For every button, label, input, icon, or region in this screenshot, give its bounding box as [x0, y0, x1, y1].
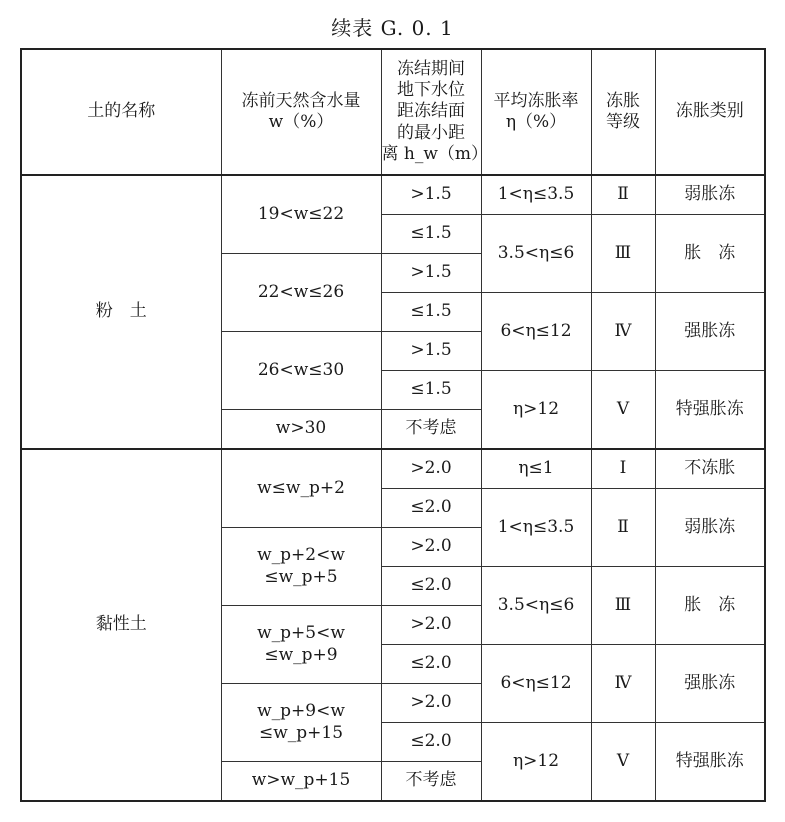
distance-cell: >2.0: [381, 449, 481, 489]
ratio-cell: 6<η≤12: [481, 293, 591, 371]
category-cell: 强胀冻: [655, 645, 765, 723]
header-frost-category: 冻胀类别: [655, 49, 765, 175]
grade-cell: Ⅴ: [591, 371, 655, 450]
table-row: [21, 175, 765, 215]
ratio-cell: 1<η≤3.5: [481, 489, 591, 567]
distance-cell: ≤2.0: [381, 723, 481, 762]
table-row: [21, 449, 765, 489]
water-content-cell: w≤w_p+2: [221, 449, 381, 528]
water-content-cell: 26<w≤30: [221, 332, 381, 410]
water-content-cell: w>30: [221, 410, 381, 450]
water-content-cell: w_p+2<w ≤w_p+5: [221, 528, 381, 606]
grade-cell: Ⅰ: [591, 449, 655, 489]
grade-cell: Ⅲ: [591, 567, 655, 645]
category-cell: 胀 冻: [655, 567, 765, 645]
distance-cell: >1.5: [381, 175, 481, 215]
frost-heave-classification-table: [20, 48, 766, 802]
header-frost-grade: 冻胀 等级: [591, 49, 655, 175]
grade-cell: Ⅳ: [591, 293, 655, 371]
distance-cell: >1.5: [381, 332, 481, 371]
ratio-cell: 6<η≤12: [481, 645, 591, 723]
water-content-cell: w_p+9<w ≤w_p+15: [221, 684, 381, 762]
category-cell: 特强胀冻: [655, 723, 765, 802]
ratio-cell: η>12: [481, 371, 591, 450]
header-row: [21, 49, 765, 175]
category-cell: 强胀冻: [655, 293, 765, 371]
category-cell: 弱胀冻: [655, 175, 765, 215]
category-cell: 胀 冻: [655, 215, 765, 293]
water-content-cell: w_p+5<w ≤w_p+9: [221, 606, 381, 684]
distance-cell: 不考虑: [381, 410, 481, 450]
soil-name-cell: 粉 土: [21, 175, 221, 449]
ratio-cell: 1<η≤3.5: [481, 175, 591, 215]
header-groundwater-distance: 冻结期间 地下水位 距冻结面 的最小距 离 h_w（m）: [381, 49, 481, 175]
distance-cell: >2.0: [381, 684, 481, 723]
ratio-cell: η≤1: [481, 449, 591, 489]
grade-cell: Ⅲ: [591, 215, 655, 293]
ratio-cell: 3.5<η≤6: [481, 567, 591, 645]
distance-cell: >2.0: [381, 528, 481, 567]
header-water-content: 冻前天然含水量 w（%）: [221, 49, 381, 175]
water-content-cell: 22<w≤26: [221, 254, 381, 332]
table-caption: 续表 G. 0. 1: [331, 16, 454, 40]
category-cell: 不冻胀: [655, 449, 765, 489]
water-content-cell: 19<w≤22: [221, 175, 381, 254]
grade-cell: Ⅴ: [591, 723, 655, 802]
soil-name-cell: 黏性土: [21, 449, 221, 801]
distance-cell: ≤2.0: [381, 489, 481, 528]
water-content-cell: w>w_p+15: [221, 762, 381, 802]
category-cell: 特强胀冻: [655, 371, 765, 450]
distance-cell: ≤1.5: [381, 215, 481, 254]
distance-cell: ≤1.5: [381, 293, 481, 332]
distance-cell: ≤1.5: [381, 371, 481, 410]
distance-cell: ≤2.0: [381, 645, 481, 684]
header-frost-heave-ratio: 平均冻胀率 η（%）: [481, 49, 591, 175]
grade-cell: Ⅳ: [591, 645, 655, 723]
ratio-cell: η>12: [481, 723, 591, 802]
ratio-cell: 3.5<η≤6: [481, 215, 591, 293]
distance-cell: >2.0: [381, 606, 481, 645]
distance-cell: >1.5: [381, 254, 481, 293]
grade-cell: Ⅱ: [591, 175, 655, 215]
distance-cell: ≤2.0: [381, 567, 481, 606]
grade-cell: Ⅱ: [591, 489, 655, 567]
category-cell: 弱胀冻: [655, 489, 765, 567]
header-soil-name: 土的名称: [21, 49, 221, 175]
distance-cell: 不考虑: [381, 762, 481, 802]
